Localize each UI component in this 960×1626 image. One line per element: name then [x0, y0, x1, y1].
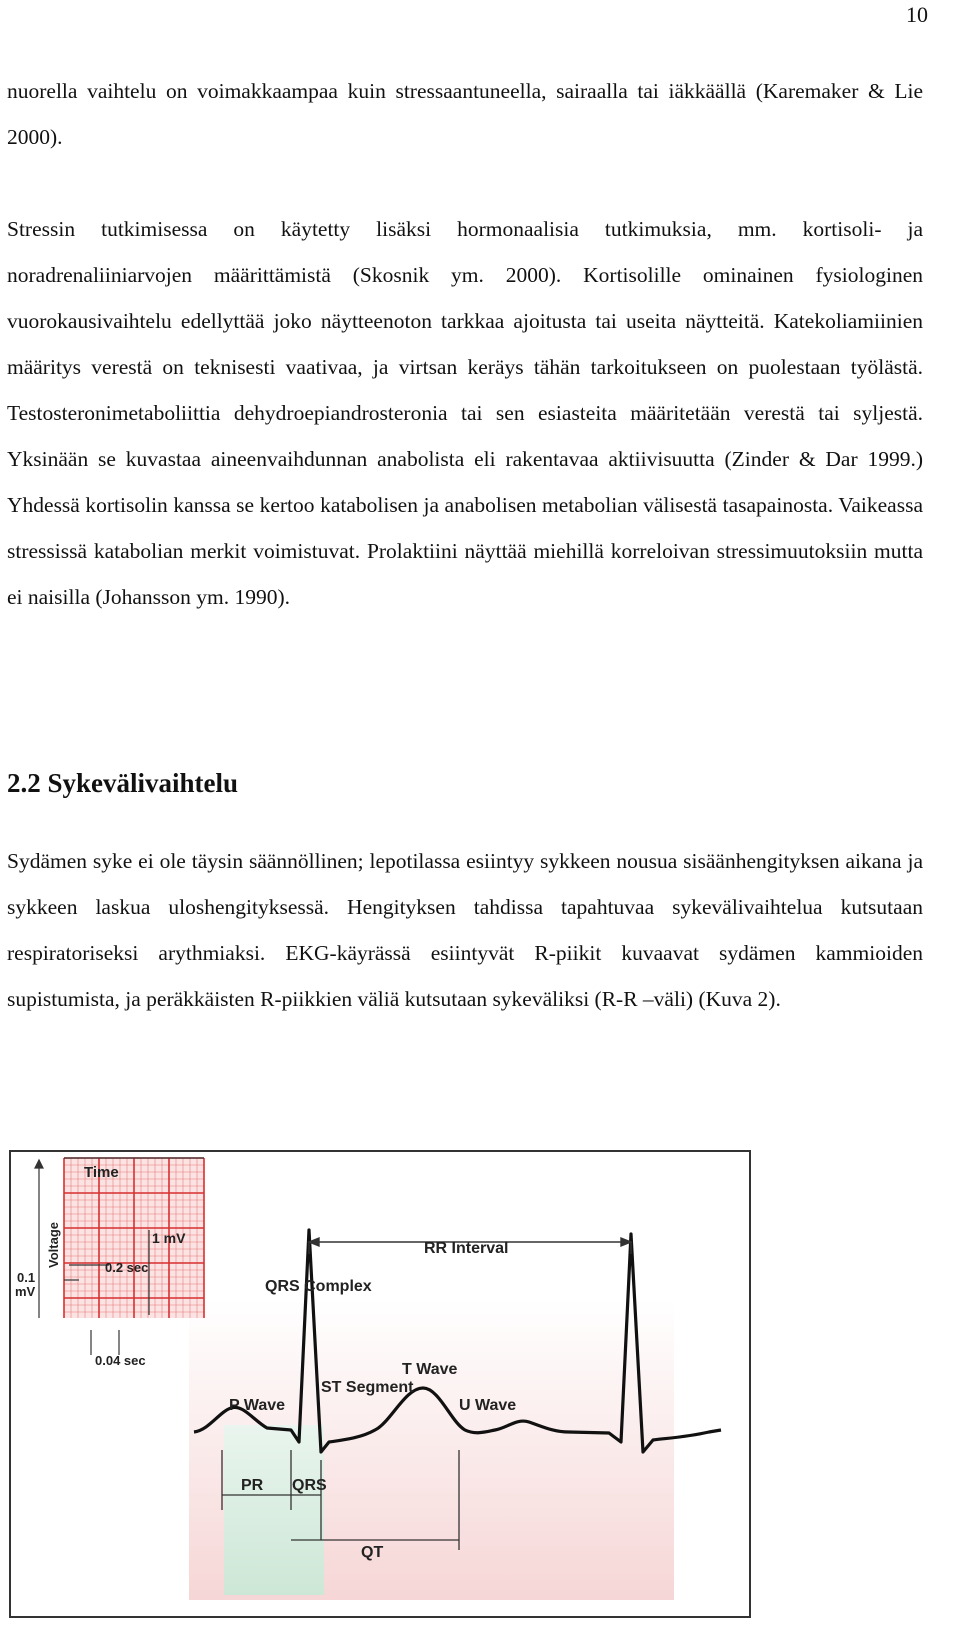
paragraph-2: Stressin tutkimisessa on käytetty lisäksi hormonaalisia tutkimuksia, mm. kortisoli- ja noradrenaliiniarvojen määrittämistä (Skosnik ym. 2000). Kortisolille ominainen fysiologinen vuorokausivaihtelu edellyttää joko näytteenoton tarkkaa ajoitusta tai useita näytteitä. Katekoliamiinien määritys verestä on teknisesti vaativaa, ja virtsan keräys tähän tarkoitukseen on puolestaan työlästä. Testosteronimetaboliittia dehydroepiandrosteronia tai sen esiasteita määritetään verestä tai syljestä. Yksinään se kuvastaa aineenvaihdunnan anabolista eli rakentavaa aktiivisuutta (Zinder & Dar 1999.) Yhdessä kortisolin kanssa se kertoo katabolisen ja anabolisen metabolian välisestä tasapainosta. Vaikeassa stressissä katabolian merkit voimistuvat. Prolaktiini näyttää miehillä korreloivan stressimuutoksiin mutta ei naisilla (Johansson ym. 1990).: [7, 217, 923, 609]
label-rr-interval: RR Interval: [424, 1240, 509, 1257]
label-u-wave: U Wave: [459, 1397, 517, 1414]
label-1mv: 1 mV: [152, 1230, 186, 1246]
section-heading: 2.2 Sykevälivaihtelu: [7, 768, 239, 798]
label-0-2-sec: 0.2 sec: [105, 1260, 149, 1275]
page-number: 10: [906, 2, 928, 27]
label-time: Time: [84, 1164, 119, 1181]
paragraph-1: nuorella vaihtelu on voimakkaampaa kuin stressaantuneella, sairaalla tai iäkkäällä (Karemaker & Lie 2000).: [7, 79, 923, 149]
label-mv: mV: [15, 1284, 36, 1299]
paragraph-3: Sydämen syke ei ole täysin säännöllinen; lepotilassa esiintyy sykkeen nousua sisäänhengityksen aikana ja sykkeen laskua uloshengityksessä. Hengityksen tahdissa tapahtuvaa sykevälivaihtelua kutsutaan respiratoriseksi arythmiaksi. EKG-käyrässä esiintyvät R-piikit kuvaavat sydämen kammioiden supistumista, ja peräkkäisten R-piikkien väliä kutsutaan sykeväliksi (R-R –väli) (Kuva 2).: [7, 849, 923, 1011]
ecg-diagram: [9, 1150, 751, 1620]
label-p-wave: P Wave: [229, 1397, 286, 1414]
label-qrs-complex: QRS Complex: [265, 1278, 372, 1295]
label-0-1: 0.1: [17, 1270, 36, 1285]
label-qrs: QRS: [292, 1477, 327, 1494]
label-t-wave: T Wave: [402, 1361, 458, 1378]
label-st-segment: ST Segment: [321, 1379, 414, 1396]
label-qt: QT: [361, 1544, 384, 1561]
pr-shade: [224, 1425, 324, 1595]
label-0-04-sec: 0.04 sec: [95, 1353, 146, 1368]
ecg-figure: [9, 1150, 751, 1625]
label-voltage: Voltage: [46, 1222, 61, 1268]
label-pr: PR: [241, 1477, 264, 1494]
